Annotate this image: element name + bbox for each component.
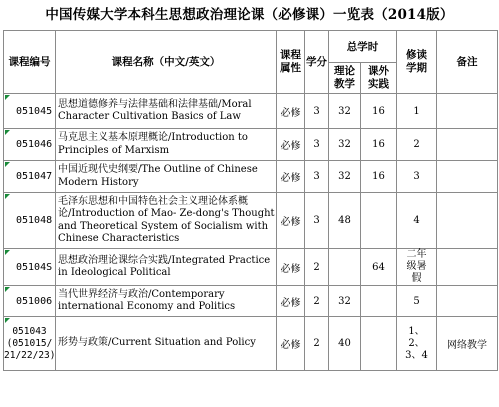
credits-cell[interactable]: 2 (305, 286, 329, 317)
theory-hours-cell[interactable]: 40 (329, 317, 361, 371)
remarks-cell[interactable] (437, 286, 498, 317)
comment-indicator-icon (5, 162, 10, 167)
credits-cell[interactable]: 2 (305, 317, 329, 371)
header-practice: 课外实践 (361, 63, 397, 94)
course-code-cell[interactable]: 051048 (4, 193, 56, 249)
table-row (4, 161, 498, 193)
header-name: 课程名称（中文/英文） (56, 31, 277, 94)
credits-cell[interactable]: 3 (305, 94, 329, 129)
course-code-cell[interactable]: 051046 (4, 129, 56, 161)
course-code-cell[interactable]: 051045 (4, 94, 56, 129)
course-code-cell[interactable]: 05104S (4, 249, 56, 286)
comment-indicator-icon (5, 130, 10, 135)
course-name-cell[interactable]: 中国近现代史纲要/The Outline of Chinese Modern History (56, 161, 277, 193)
course-name-cell[interactable]: 毛泽东思想和中国特色社会主义理论体系概论/Introduction of Mao- Ze-dong's Thought and Theoretical System of Socialism with Chinese Characteristics (56, 193, 277, 249)
course-name-cell[interactable]: 思想政治理论课综合实践/Integrated Practice in Ideological Political (56, 249, 277, 286)
curriculum-table (3, 30, 498, 371)
theory-hours-cell[interactable] (329, 249, 361, 286)
course-type-cell[interactable]: 必修 (277, 193, 305, 249)
semester-cell[interactable]: 5 (397, 286, 437, 317)
semester-cell[interactable]: 1、2、3、4 (397, 317, 437, 371)
course-name-cell[interactable]: 当代世界经济与政治/Contemporary international Economy and Politics (56, 286, 277, 317)
practice-hours-cell[interactable] (361, 193, 397, 249)
comment-indicator-icon (5, 194, 10, 199)
semester-cell[interactable]: 2 (397, 129, 437, 161)
table-title: 中国传媒大学本科生思想政治理论课（必修课）一览表（2014版） (45, 7, 454, 23)
practice-hours-cell[interactable]: 64 (361, 249, 397, 286)
semester-cell[interactable]: 二年级暑假 (397, 249, 437, 286)
header-theory: 理论教学 (329, 63, 361, 94)
semester-cell[interactable]: 4 (397, 193, 437, 249)
practice-hours-cell[interactable]: 16 (361, 94, 397, 129)
credits-cell[interactable]: 3 (305, 193, 329, 249)
header-total-hours: 总学时 (329, 31, 397, 63)
comment-indicator-icon (5, 95, 10, 100)
course-code-cell[interactable]: 051043 (051015/ 21/22/23) (4, 317, 56, 371)
semester-cell[interactable]: 3 (397, 161, 437, 193)
practice-hours-cell[interactable]: 16 (361, 161, 397, 193)
theory-hours-cell[interactable]: 48 (329, 193, 361, 249)
credits-cell[interactable]: 3 (305, 161, 329, 193)
semester-cell[interactable]: 1 (397, 94, 437, 129)
course-name-cell[interactable]: 马克思主义基本原理概论/Introduction to Principles of Marxism (56, 129, 277, 161)
theory-hours-cell[interactable]: 32 (329, 161, 361, 193)
theory-hours-cell[interactable]: 32 (329, 286, 361, 317)
header-credits: 学分 (305, 31, 329, 94)
practice-hours-cell[interactable] (361, 286, 397, 317)
comment-indicator-icon (5, 318, 10, 323)
remarks-cell[interactable] (437, 249, 498, 286)
table-row (4, 249, 498, 286)
header-semester: 修读学期 (397, 31, 437, 94)
table-row (4, 129, 498, 161)
course-type-cell[interactable]: 必修 (277, 94, 305, 129)
practice-hours-cell[interactable] (361, 317, 397, 371)
table-row (4, 94, 498, 129)
theory-hours-cell[interactable]: 32 (329, 94, 361, 129)
header-type: 课程属性 (277, 31, 305, 94)
credits-cell[interactable]: 2 (305, 249, 329, 286)
course-code-cell[interactable]: 051047 (4, 161, 56, 193)
header-code: 课程编号 (4, 31, 56, 94)
remarks-cell[interactable]: 网络教学 (437, 317, 498, 371)
remarks-cell[interactable] (437, 94, 498, 129)
header-remarks: 备注 (437, 31, 498, 94)
course-name-cell[interactable]: 思想道德修养与法律基础和法律基础/Moral Character Cultivation Basics of Law (56, 94, 277, 129)
remarks-cell[interactable] (437, 129, 498, 161)
credits-cell[interactable]: 3 (305, 129, 329, 161)
course-name-cell[interactable]: 形势与政策/Current Situation and Policy (56, 317, 277, 371)
course-type-cell[interactable]: 必修 (277, 286, 305, 317)
course-type-cell[interactable]: 必修 (277, 129, 305, 161)
theory-hours-cell[interactable]: 32 (329, 129, 361, 161)
practice-hours-cell[interactable]: 16 (361, 129, 397, 161)
table-row (4, 317, 498, 371)
table-row (4, 286, 498, 317)
course-type-cell[interactable]: 必修 (277, 249, 305, 286)
comment-indicator-icon (5, 250, 10, 255)
table-row (4, 193, 498, 249)
remarks-cell[interactable] (437, 161, 498, 193)
course-type-cell[interactable]: 必修 (277, 317, 305, 371)
remarks-cell[interactable] (437, 193, 498, 249)
comment-indicator-icon (5, 287, 10, 292)
course-code-cell[interactable]: 051006 (4, 286, 56, 317)
course-type-cell[interactable]: 必修 (277, 161, 305, 193)
